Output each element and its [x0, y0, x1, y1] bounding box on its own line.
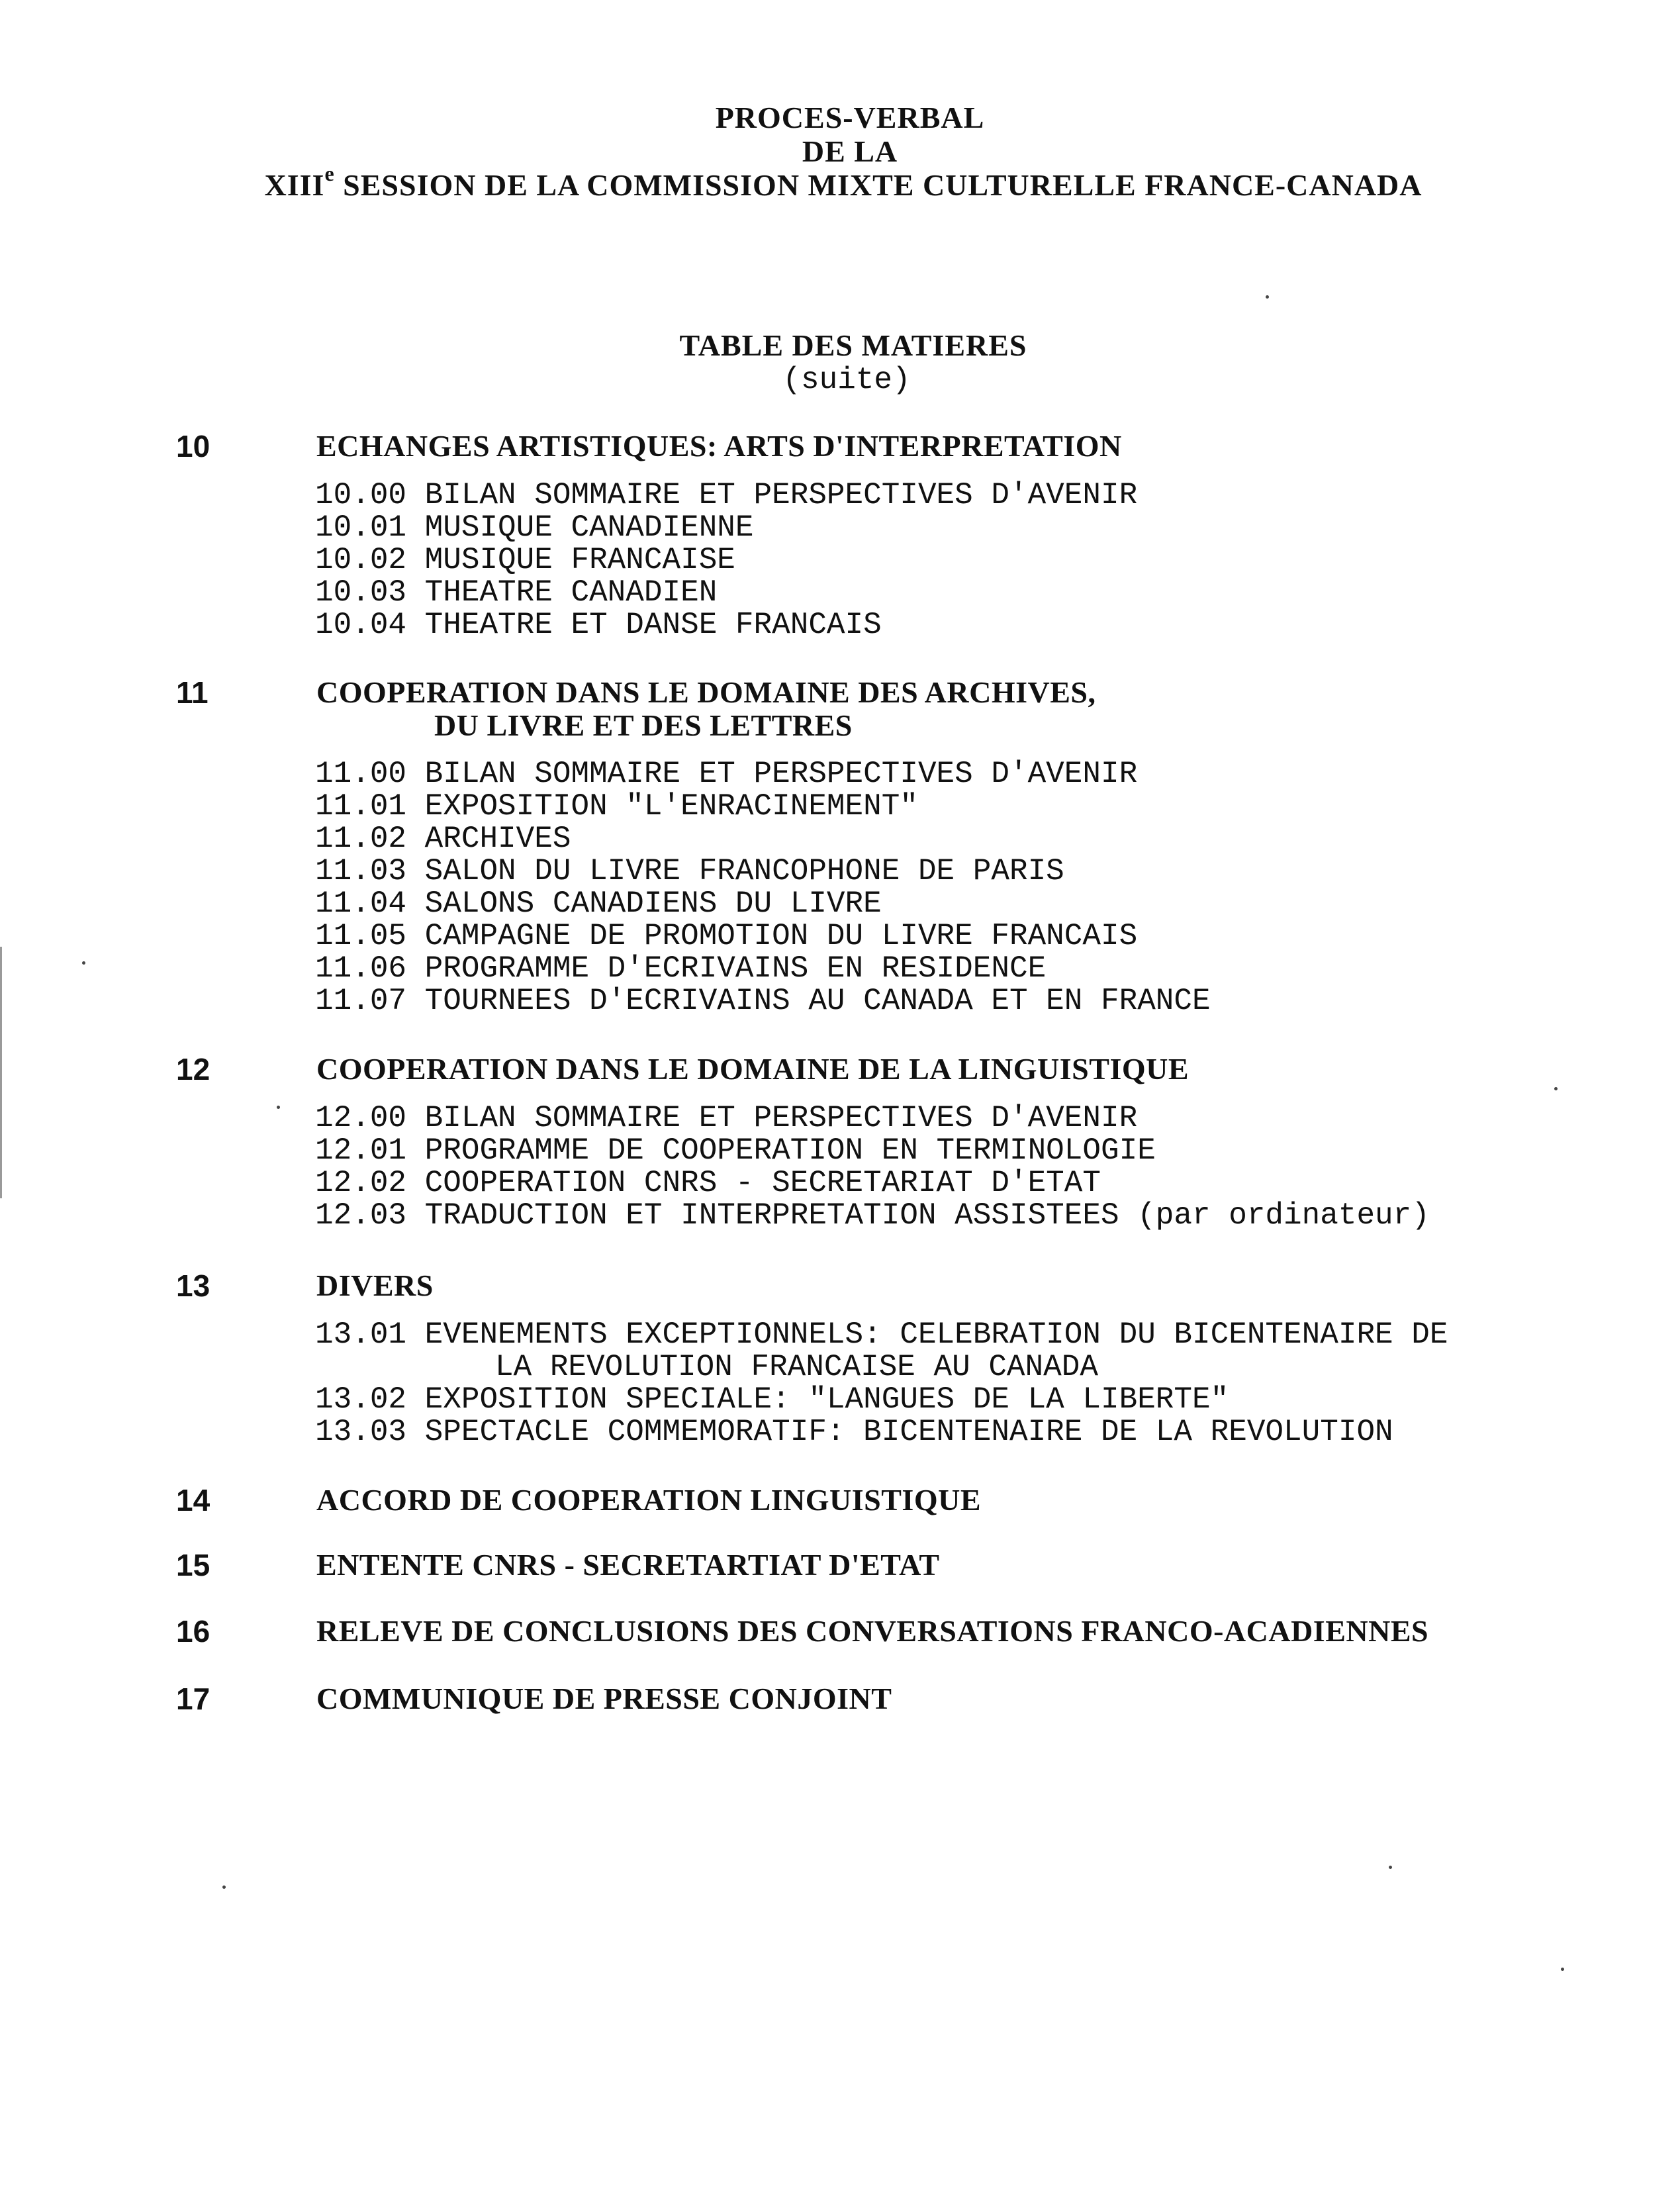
- section-number: 15: [176, 1548, 210, 1582]
- section-title: RELEVE DE CONCLUSIONS DES CONVERSATIONS FRANCO-ACADIENNES: [316, 1614, 1429, 1648]
- toc-item: 10.01 MUSIQUE CANADIENNE: [315, 510, 754, 545]
- scan-speck: [1561, 1968, 1564, 1971]
- section-number: 10: [176, 429, 210, 463]
- toc-item: 12.01 PROGRAMME DE COOPERATION EN TERMINOLOGIE: [315, 1133, 1156, 1168]
- scan-speck: [1266, 295, 1269, 299]
- toc-item: 13.01 EVENEMENTS EXCEPTIONNELS: CELEBRATION DU BICENTENAIRE DE: [315, 1317, 1448, 1352]
- toc-item: 11.07 TOURNEES D'ECRIVAINS AU CANADA ET EN FRANCE: [315, 984, 1211, 1018]
- section-number: 13: [176, 1268, 210, 1303]
- toc-item: 11.01 EXPOSITION "L'ENRACINEMENT": [315, 789, 918, 824]
- section-title-continuation: DU LIVRE ET DES LETTRES: [434, 708, 853, 742]
- toc-item: 11.05 CAMPAGNE DE PROMOTION DU LIVRE FRANCAIS: [315, 919, 1138, 953]
- scan-speck: [277, 1106, 280, 1109]
- header-title-line1: PROCES-VERBAL: [715, 101, 985, 134]
- toc-item: 11.04 SALONS CANADIENS DU LIVRE: [315, 886, 882, 921]
- toc-title: TABLE DES MATIERES: [679, 328, 1027, 362]
- toc-item: 10.04 THEATRE ET DANSE FRANCAIS: [315, 608, 882, 642]
- header-title-line2: DE LA: [802, 134, 898, 168]
- toc-item: 13.02 EXPOSITION SPECIALE: "LANGUES DE LA LIBERTE": [315, 1382, 1229, 1417]
- toc-item: 12.00 BILAN SOMMAIRE ET PERSPECTIVES D'AVENIR: [315, 1101, 1138, 1135]
- section-number: 11: [176, 675, 209, 710]
- header-superscript: e: [324, 162, 335, 185]
- section-title: COOPERATION DANS LE DOMAINE DE LA LINGUISTIQUE: [316, 1052, 1190, 1086]
- section-title: COOPERATION DANS LE DOMAINE DES ARCHIVES,: [316, 675, 1096, 709]
- section-number: 12: [176, 1052, 210, 1086]
- section-number: 16: [176, 1614, 210, 1648]
- toc-item: 13.03 SPECTACLE COMMEMORATIF: BICENTENAIRE DE LA REVOLUTION: [315, 1415, 1393, 1449]
- toc-item: 12.03 TRADUCTION ET INTERPRETATION ASSISTEES (par ordinateur): [315, 1198, 1430, 1233]
- toc-item: 10.03 THEATRE CANADIEN: [315, 575, 718, 610]
- toc-item: 10.02 MUSIQUE FRANCAISE: [315, 543, 735, 577]
- section-title: COMMUNIQUE DE PRESSE CONJOINT: [316, 1682, 892, 1715]
- toc-subtitle: (suite): [782, 363, 911, 397]
- scan-speck: [222, 1886, 226, 1889]
- scan-speck: [1389, 1866, 1392, 1869]
- toc-item: 11.02 ARCHIVES: [315, 822, 571, 856]
- section-title: ECHANGES ARTISTIQUES: ARTS D'INTERPRETATION: [316, 429, 1122, 463]
- toc-item: 10.00 BILAN SOMMAIRE ET PERSPECTIVES D'AVENIR: [315, 478, 1138, 512]
- toc-item: 11.00 BILAN SOMMAIRE ET PERSPECTIVES D'AVENIR: [315, 757, 1138, 791]
- scan-speck: [1554, 1087, 1558, 1090]
- header-roman-numeral: XIII: [264, 168, 325, 202]
- section-title: DIVERS: [316, 1268, 434, 1302]
- toc-item-continuation: LA REVOLUTION FRANCAISE AU CANADA: [495, 1350, 1098, 1384]
- toc-item: 12.02 COOPERATION CNRS - SECRETARIAT D'ETAT: [315, 1166, 1101, 1200]
- section-number: 17: [176, 1682, 210, 1716]
- toc-item: 11.06 PROGRAMME D'ECRIVAINS EN RESIDENCE: [315, 951, 1047, 986]
- scan-edge-line: [0, 947, 2, 1198]
- header-title-line3: [0, 162, 1680, 203]
- header-session-text: SESSION DE LA COMMISSION MIXTE CULTURELLE FRANCE-CANADA: [334, 168, 1423, 202]
- section-number: 14: [176, 1483, 210, 1517]
- toc-item: 11.03 SALON DU LIVRE FRANCOPHONE DE PARIS: [315, 854, 1064, 888]
- scan-speck: [82, 961, 85, 965]
- section-title: ACCORD DE COOPERATION LINGUISTIQUE: [316, 1483, 982, 1517]
- section-title: ENTENTE CNRS - SECRETARTIAT D'ETAT: [316, 1548, 940, 1582]
